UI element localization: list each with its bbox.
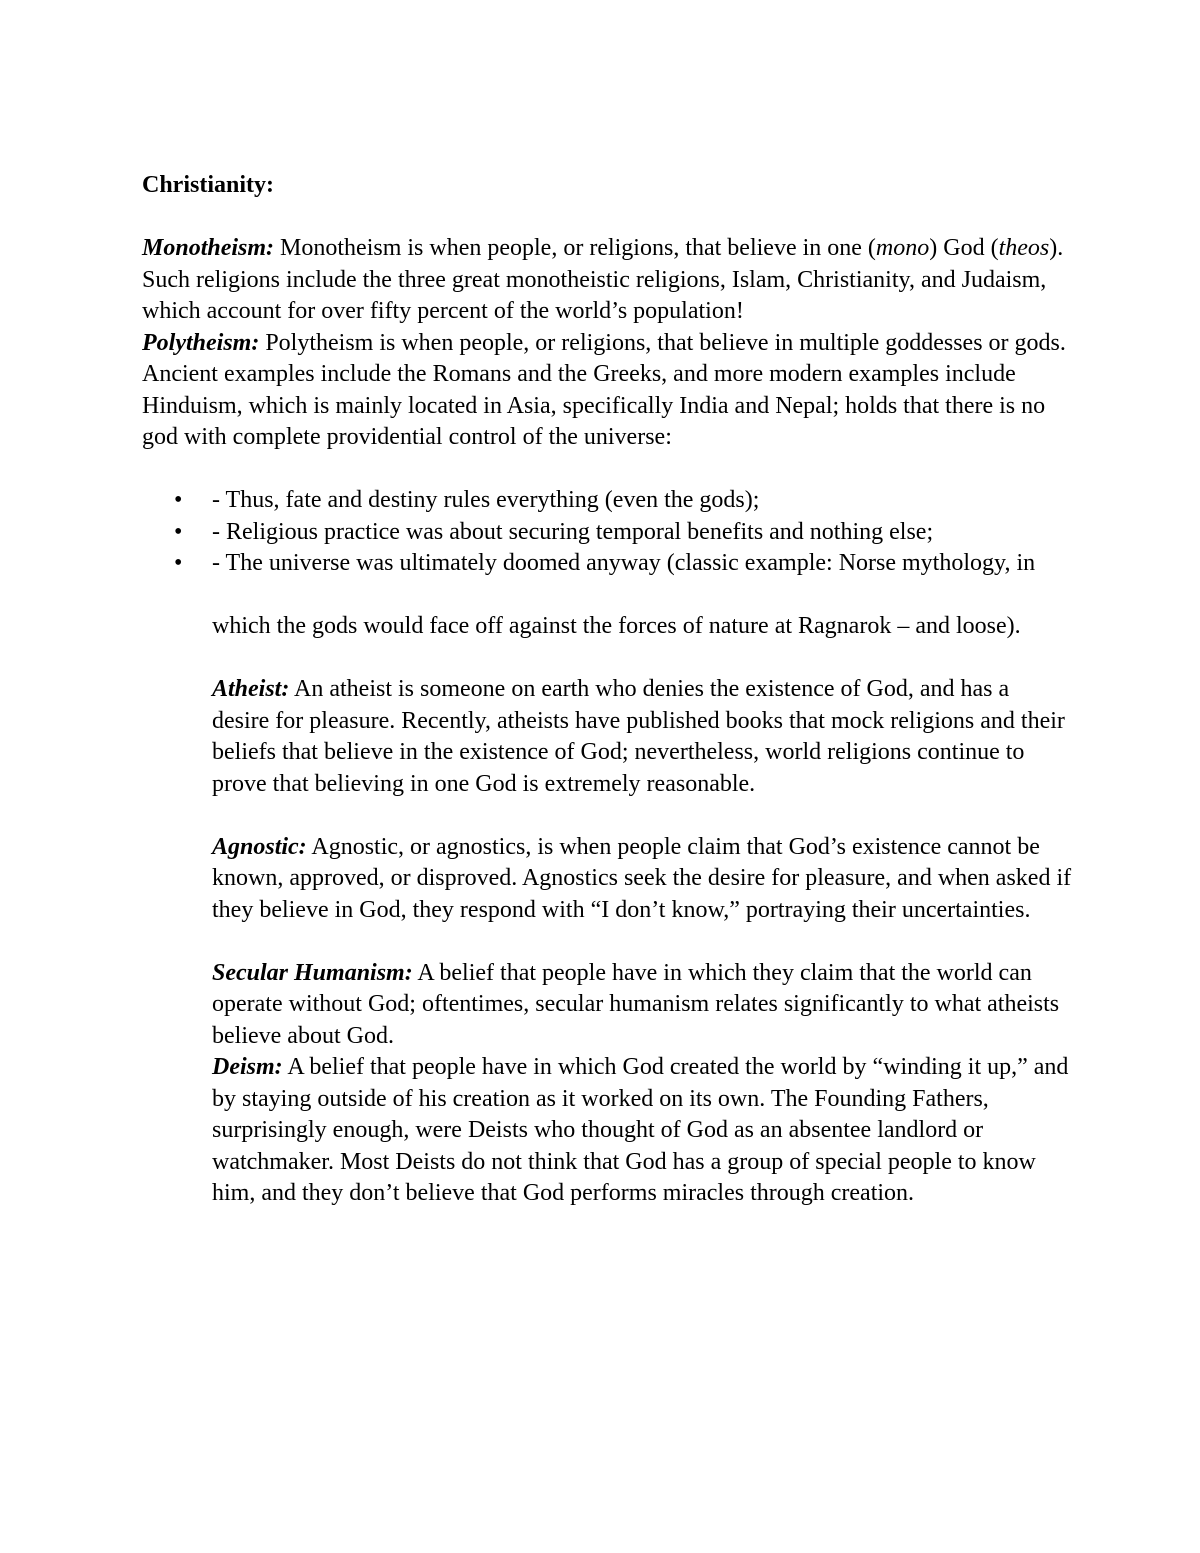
atheist-paragraph	[212, 674, 1072, 800]
polytheism-term: Polytheism:	[142, 329, 260, 356]
monotheism-term: Monotheism:	[142, 235, 275, 261]
monotheism-text-b: ) God (	[929, 235, 999, 261]
bullet-text: - The universe was ultimately doomed anyway (classic example: Norse mythology, in	[212, 550, 1036, 576]
agnostic-term: Agnostic:	[212, 833, 307, 860]
polytheism-paragraph	[142, 328, 1072, 454]
document-title: Christianity:	[142, 172, 274, 198]
agnostic-paragraph	[212, 832, 1072, 927]
indented-section	[212, 611, 1072, 1210]
spacer	[142, 454, 1072, 486]
spacer	[212, 643, 1072, 675]
bullet-icon: •	[174, 487, 183, 513]
deism-text: A belief that people have in which God created the world by “winding it up,” and by staying outside of his creation as it worked on its own. The Founding Fathers, surprisingly enough, were Deists who thought of God as an absentee landlord or watchmaker. Most Deists do not think that God has a group of special people to know him, and they don’t believe that God performs miracles through creation.	[212, 1054, 1069, 1206]
agnostic-text: Agnostic, or agnostics, is when people claim that God’s existence cannot be known, approved, or disproved. Agnostics seek the desire for pleasure, and when asked if they believe in God, they respond with “I don’t know,” portraying their uncertainties.	[212, 833, 1072, 923]
secular-humanism-term: Secular Humanism:	[212, 959, 413, 986]
bullet-item	[142, 548, 1072, 580]
atheist-text: An atheist is someone on earth who denies the existence of God, and has a desire for pleasure. Recently, atheists have published books that mock religions and their beliefs that believe in the existence of God; nevertheless, world religions continue to prove that believing in one God is extremely reasonable.	[212, 676, 1065, 797]
continuation-paragraph: which the gods would face off against the forces of nature at Ragnarok – and loose).	[212, 613, 1021, 639]
bullet-icon: •	[174, 518, 183, 545]
monotheism-paragraph	[142, 233, 1072, 328]
secular-humanism-paragraph	[212, 958, 1072, 1053]
bullet-list	[142, 485, 1072, 580]
spacer	[212, 800, 1072, 832]
spacer	[142, 580, 1072, 612]
bullet-text: - Religious practice was about securing temporal benefits and nothing else;	[212, 518, 934, 545]
bullet-text: - Thus, fate and destiny rules everything (even the gods);	[212, 487, 760, 513]
monotheism-text-a: Monotheism is when people, or religions, that believe in one (	[274, 235, 876, 261]
deism-term: Deism:	[212, 1054, 283, 1080]
monotheism-mono: mono	[875, 235, 930, 261]
spacer	[212, 926, 1072, 958]
secular-humanism-text: A belief that people have in which they claim that the world can operate without God; oftentimes, secular humanism relates significantly to what atheists believe about God.	[212, 959, 1060, 1049]
monotheism-theos: theos	[998, 235, 1050, 261]
bullet-item	[142, 517, 1072, 549]
atheist-term: Atheist:	[212, 676, 290, 702]
deism-paragraph	[212, 1052, 1072, 1210]
monotheism-text-c: ). Such religions include the three great monotheistic religions, Islam, Christianity, and Judaism, which account for over fifty percent of the world’s population!	[142, 235, 1064, 324]
bullet-icon: •	[174, 550, 183, 576]
polytheism-text: Polytheism is when people, or religions, that believe in multiple goddesses or gods. Ancient examples include the Romans and the Greeks, and more modern examples include Hinduism, which is mainly located in Asia, specifically India and Nepal; holds that there is no god with complete providential control of the universe:	[142, 329, 1066, 450]
bullet-item	[142, 485, 1072, 517]
document-page	[142, 170, 1072, 1210]
spacer	[142, 202, 1072, 234]
